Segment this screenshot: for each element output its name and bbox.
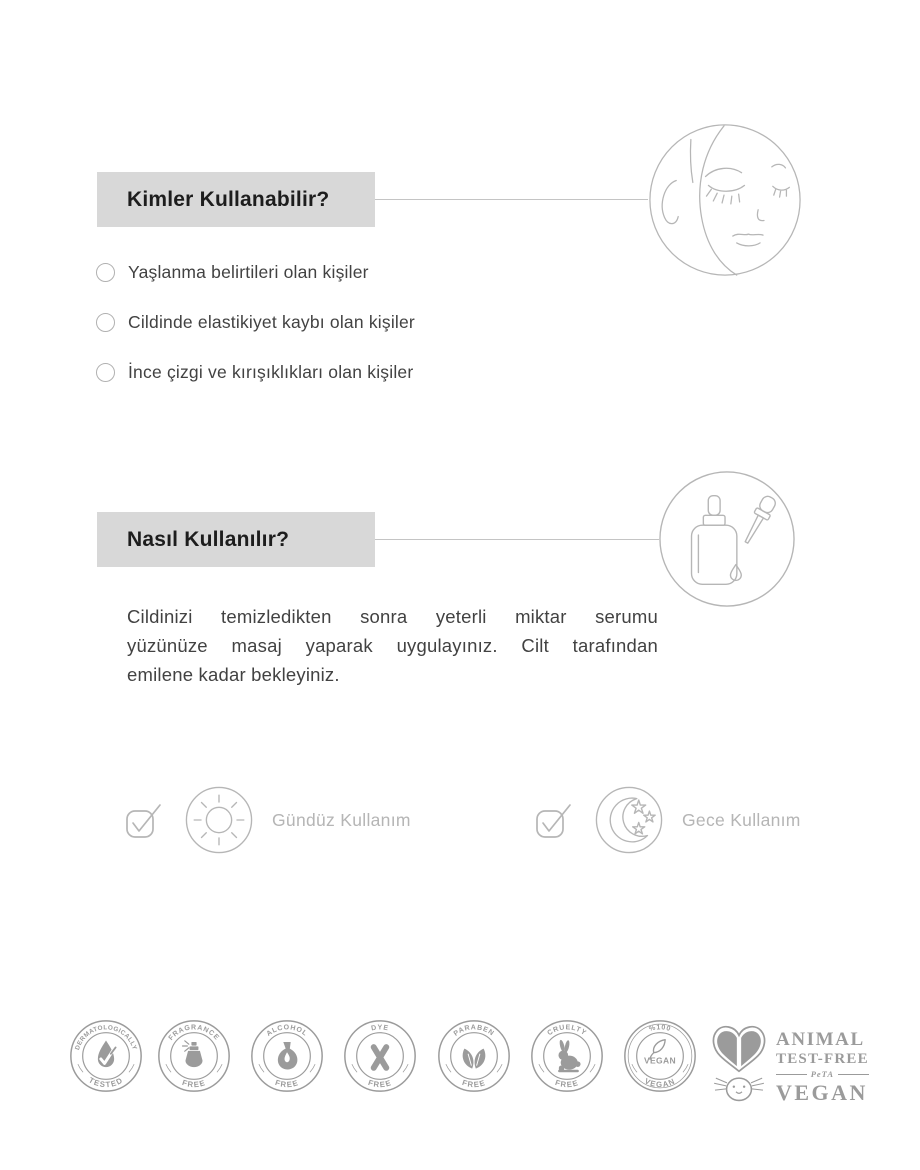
peta-line-brand — [776, 1070, 869, 1079]
night-checkbox[interactable] — [534, 801, 576, 839]
svg-text:TESTED: TESTED — [87, 1075, 125, 1090]
how-to-use-paragraph — [127, 602, 658, 689]
peta-vegan-logo — [709, 1021, 869, 1113]
section-title-who: Kimler Kullanabilir? — [127, 187, 330, 211]
list-item-label: Yaşlanma belirtileri olan kişiler — [128, 261, 369, 282]
peta-line-testfree: TEST-FREE — [776, 1051, 869, 1068]
sun-icon — [184, 785, 254, 855]
section-header-how — [97, 512, 375, 567]
night-usage — [534, 784, 801, 856]
day-checkbox[interactable] — [124, 801, 166, 839]
badge-fragrance-free — [157, 1019, 231, 1093]
paragraph-line: emilene kadar bekleyiniz. — [127, 664, 340, 685]
flask-icon — [278, 1042, 298, 1070]
peta-bunny-heart-icon — [709, 1021, 769, 1113]
peta-text-block — [776, 1030, 869, 1104]
svg-text:ALCOHOL: ALCOHOL — [265, 1024, 309, 1038]
connector-line-who — [375, 199, 648, 200]
day-usage — [124, 784, 411, 856]
rule-right — [838, 1074, 869, 1075]
svg-text:FREE: FREE — [273, 1077, 301, 1090]
list-item-label: İnce çizgi ve kırışıklıkları olan kişiler — [128, 361, 414, 382]
connector-line-how — [375, 539, 659, 540]
perfume-bottle-icon — [183, 1041, 203, 1067]
svg-text:DERMATOLOGICALLY: DERMATOLOGICALLY — [73, 1024, 139, 1051]
list-item — [96, 247, 656, 297]
who-can-use-list — [96, 247, 656, 397]
bullet-circle-icon — [96, 313, 115, 332]
badge-cruelty-free — [530, 1019, 604, 1093]
peta-brand-word: PeTA — [810, 1069, 835, 1080]
section-title-how: Nasıl Kullanılır? — [127, 527, 290, 551]
serum-dropper-icon — [658, 470, 796, 608]
night-usage-label: Gece Kullanım — [682, 809, 801, 830]
badge-paraben-free — [437, 1019, 511, 1093]
peta-line-animal: ANIMAL — [776, 1029, 865, 1051]
moon-icon — [594, 785, 664, 855]
x-mark-icon — [374, 1047, 387, 1068]
svg-text:%100: %100 — [648, 1024, 672, 1034]
section-header-who — [97, 172, 375, 227]
svg-text:DYE: DYE — [370, 1024, 390, 1033]
paragraph-line: Cildinizi temizledikten sonra yeterli miktar serumu — [127, 606, 658, 627]
day-usage-label: Gündüz Kullanım — [272, 809, 411, 830]
list-item — [96, 347, 656, 397]
face-illustration-icon — [647, 122, 803, 278]
paragraph-line: yüzünüze masaj yaparak uygulayınız. Cilt tarafından — [127, 635, 658, 656]
svg-text:FREE: FREE — [180, 1077, 208, 1090]
badge-dermatologically-tested — [69, 1019, 143, 1093]
svg-text:VEGAN: VEGAN — [643, 1076, 677, 1090]
svg-text:FRAGRANCE: FRAGRANCE — [167, 1024, 221, 1042]
rabbit-icon — [558, 1039, 580, 1072]
svg-text:FREE: FREE — [460, 1077, 488, 1090]
svg-text:FREE: FREE — [553, 1077, 581, 1090]
rule-left — [776, 1074, 807, 1075]
badge-dye-free — [343, 1019, 417, 1093]
bullet-circle-icon — [96, 263, 115, 282]
peta-line-vegan: VEGAN — [776, 1079, 868, 1105]
bullet-circle-icon — [96, 363, 115, 382]
badge-100-vegan — [623, 1019, 697, 1093]
svg-text:PARABEN: PARABEN — [452, 1024, 496, 1038]
badge-alcohol-free — [250, 1019, 324, 1093]
svg-text:CRUELTY: CRUELTY — [546, 1024, 588, 1038]
list-item-label: Cildinde elastikiyet kaybı olan kişiler — [128, 311, 415, 332]
leaves-icon — [463, 1049, 486, 1069]
svg-text:FREE: FREE — [366, 1077, 394, 1090]
svg-text:VEGAN: VEGAN — [643, 1055, 677, 1066]
drop-check-icon — [98, 1040, 116, 1067]
list-item — [96, 297, 656, 347]
